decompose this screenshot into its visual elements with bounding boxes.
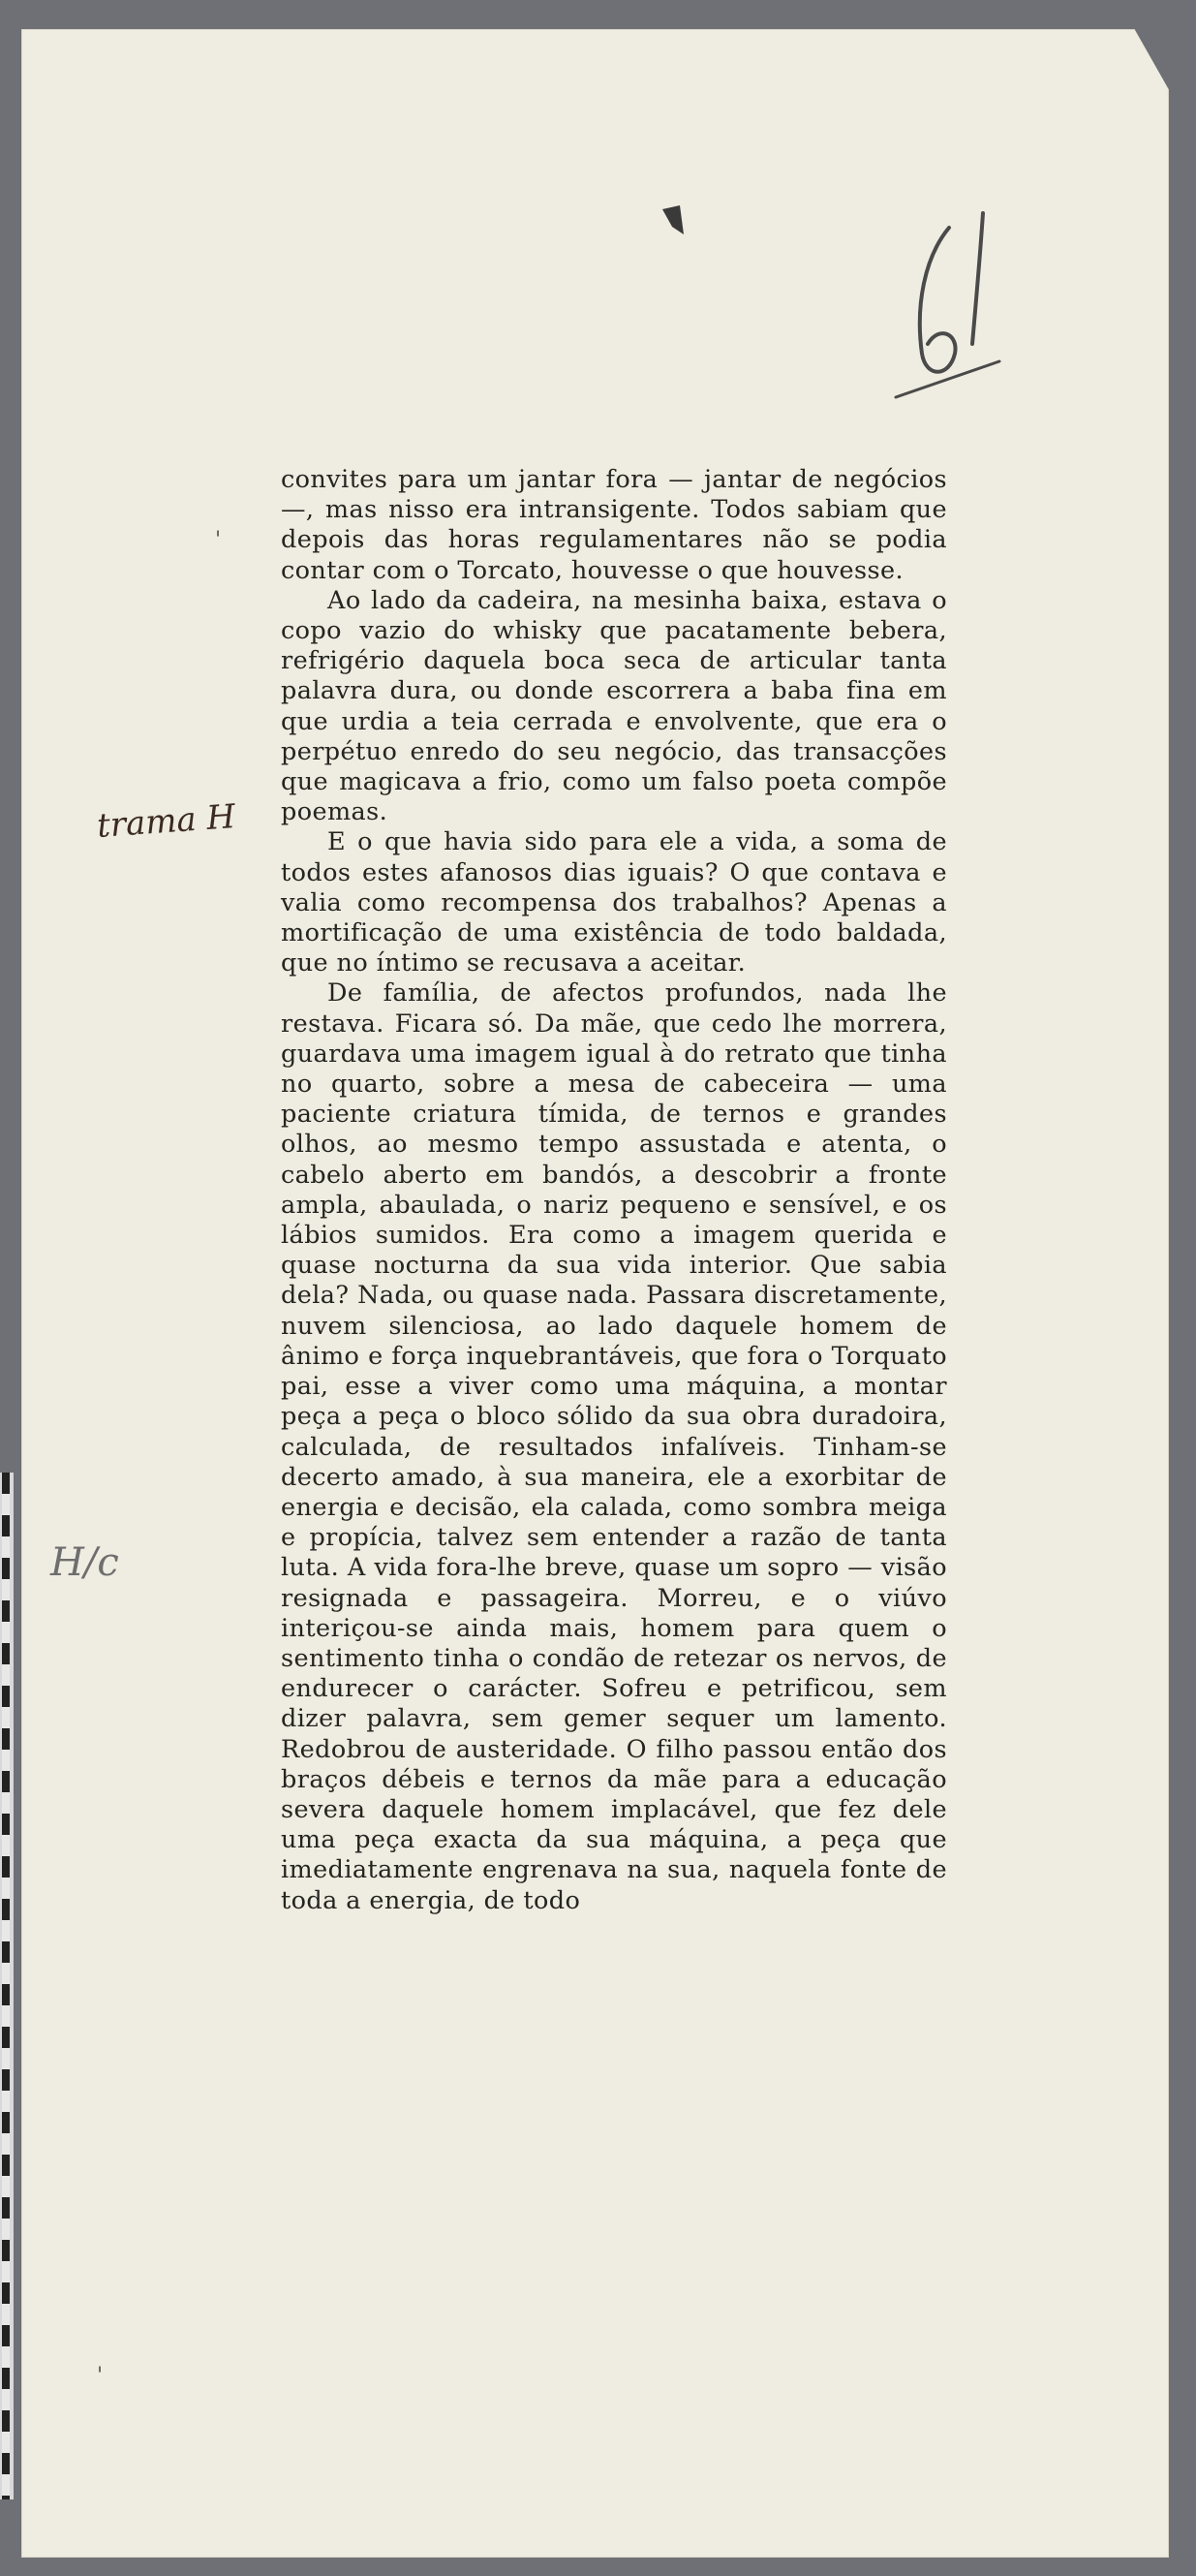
body-text: [281, 465, 947, 1916]
margin-note-hc: H/c: [50, 1540, 119, 1585]
scan-calibration-strip: [0, 1473, 14, 2499]
pencil-mark: [659, 203, 688, 242]
margin-tick: ': [97, 2364, 104, 2388]
paragraph: convites para um jantar fora — jantar de negócios —, mas nisso era intransigente. Todos sabiam que depois das horas regulamentares não se podia contar com o Torcato, houvesse o que houvesse.: [281, 465, 947, 585]
paragraph: E o que havia sido para ele a vida, a soma de todos estes afanosos dias iguais? O que contava e valia como recompensa dos trabalhos? Apenas a mortificação de uma existência de todo baldada, que no íntimo se recusava a aceitar.: [281, 827, 947, 978]
paragraph: De família, de afectos profundos, nada lhe restava. Ficara só. Da mãe, que cedo lhe morrera, guardava uma imagem igual à do retrato que tinha no quarto, sobre a mesa de cabeceira — uma paciente criatura tímida, de ternos e grandes olhos, ao mesmo tempo assustada e atenta, o cabelo aberto em bandós, a descobrir a fronte ampla, abaulada, o nariz pequeno e sensível, e os lábios sumidos. Era como a imagem querida e quase nocturna da sua vida interior. Que sabia dela? Nada, ou quase nada. Passara discretamente, nuvem silenciosa, ao lado daquele homem de ânimo e força inquebrantáveis, que fora o Torquato pai, esse a viver como uma máquina, a montar peça a peça o bloco sólido da sua obra duradoira, calculada, de resultados infalíveis. Tinham-se decerto amado, à sua maneira, ele a exorbitar de energia e decisão, ela calada, como sombra meiga e propícia, talvez sem entender a razão de tanta luta. A vida fora-lhe breve, quase um sopro — visão resignada e passageira. Morreu, e o viúvo interiçou-se ainda mais, homem para quem o sentimento tinha o condão de retezar os nervos, de endurecer o carácter. Sofreu e petrificou, sem dizer palavra, sem gemer sequer um lamento. Redobrou de austeridade. O filho passou então dos braços débeis e ternos da mãe para a educação severa daquele homem implacável, que fez dele uma peça exacta da sua máquina, a peça que imediatamente engrenava na sua, naquela fonte de toda a energia, de todo: [281, 978, 947, 1915]
paragraph: Ao lado da cadeira, na mesinha baixa, estava o copo vazio do whisky que pacatamente bebera, refrigério daquela boca seca de articular tanta palavra dura, ou donde escorrera a baba fina em que urdia a teia cerrada e envolvente, que era o perpétuo enredo do seu negócio, das transacções que magicava a frio, como um falso poeta compõe poemas.: [281, 585, 947, 827]
margin-note-trama: trama H: [95, 797, 237, 846]
page-number-value: 61: [891, 208, 893, 209]
margin-tick: ': [215, 528, 222, 552]
handwritten-page-number: [891, 208, 1007, 402]
